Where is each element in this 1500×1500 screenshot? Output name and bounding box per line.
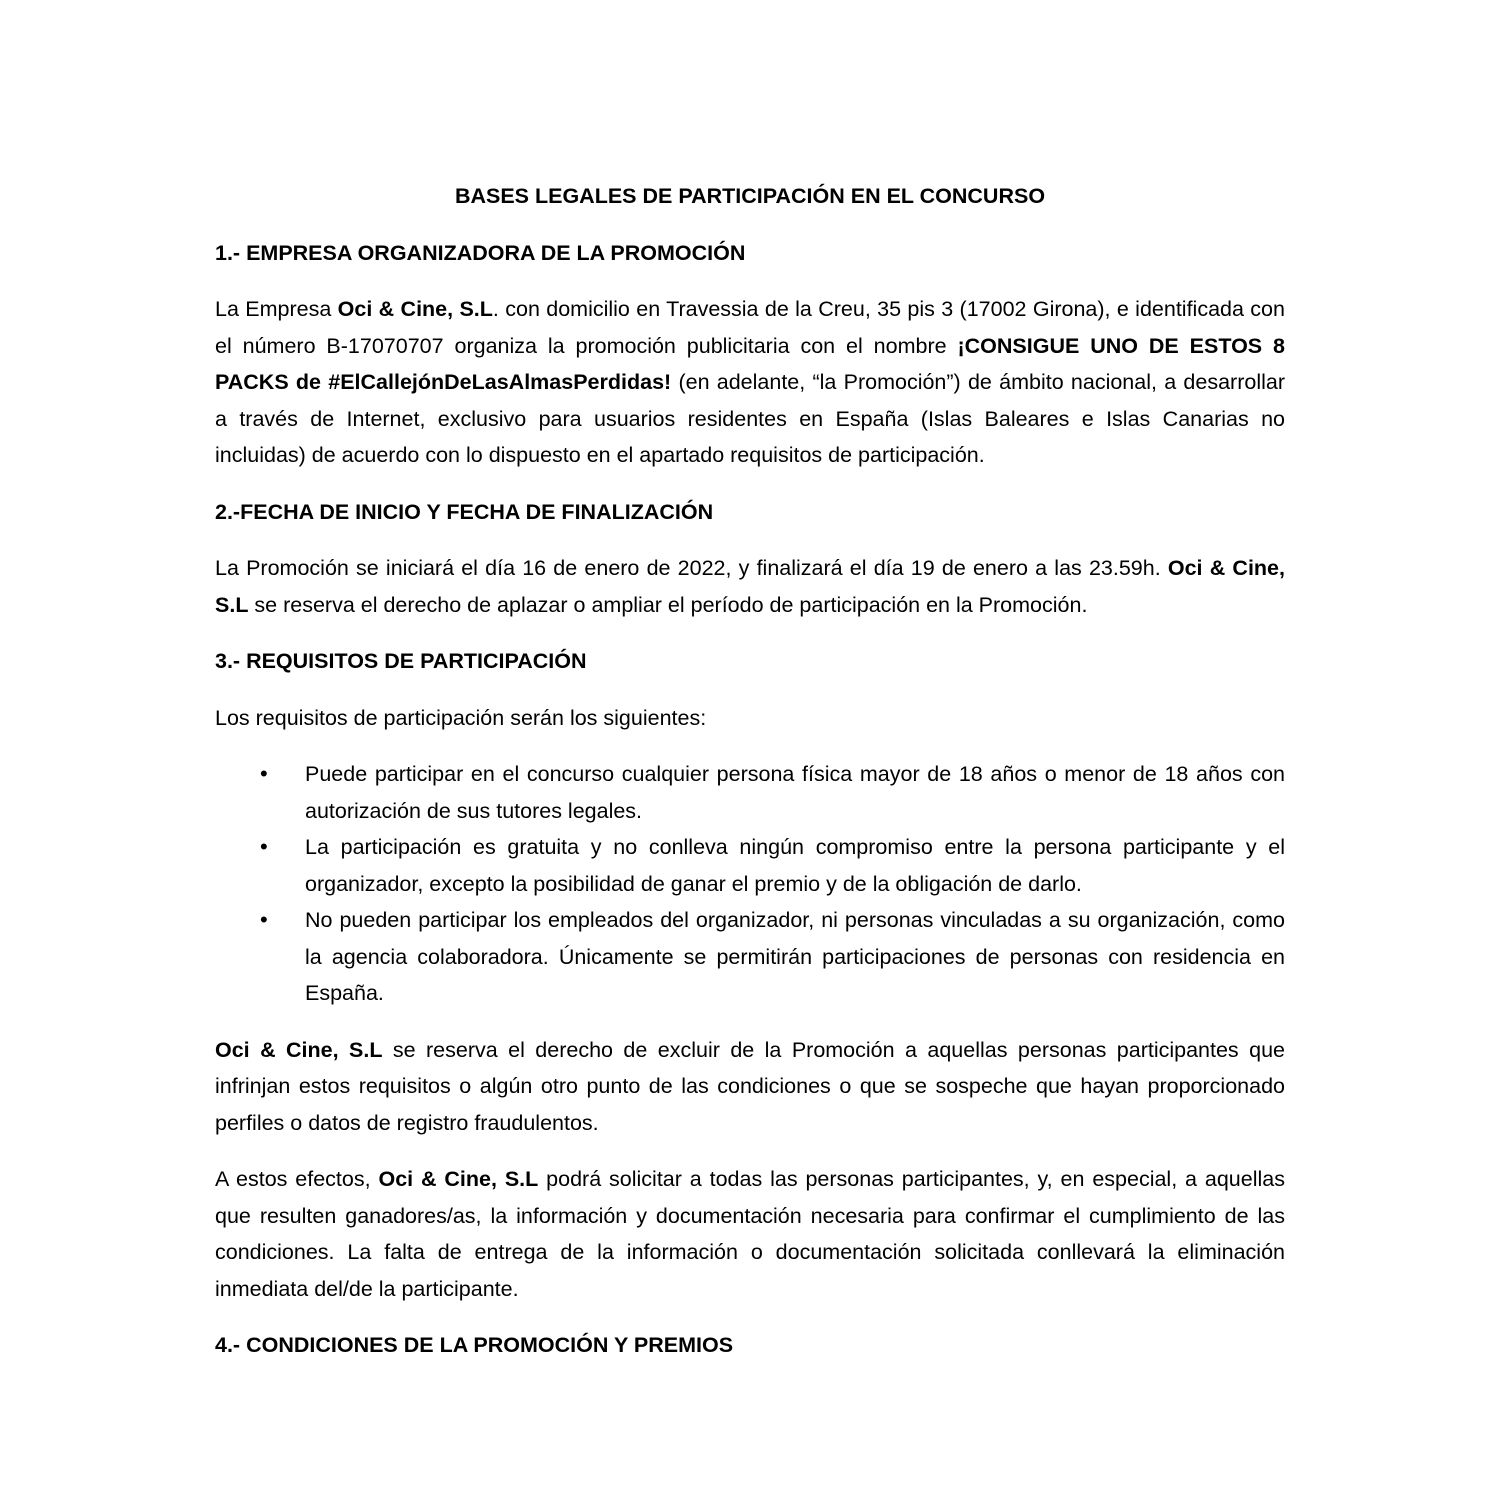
document-title: BASES LEGALES DE PARTICIPACIÓN EN EL CONCURSO	[454, 184, 1046, 208]
document-page	[215, 178, 1285, 1384]
text-run: se reserva el derecho de aplazar o ampliar el período de participación en la Promoción.	[248, 592, 1088, 617]
company-name: Oci & Cine, S.L	[378, 1167, 539, 1191]
section-3-paragraph-documentation	[215, 1161, 1285, 1307]
section-1-paragraph	[215, 291, 1285, 474]
company-name: Oci & Cine, S.L	[215, 556, 1285, 617]
text-run: A estos efectos,	[215, 1167, 379, 1191]
text-run: La Promoción se iniciará el día 16 de enero de 2022, y finalizará el día 19 de enero a las 23.59h.	[215, 556, 1168, 580]
text-run: podrá solicitar a todas las personas participantes, y, en especial, a aquellas que resulten ganadores/as, la información y documentación necesaria para confirmar el cumplimiento de las condiciones. La falta de entrega de la información o documentación solicitada conllevará la eliminación inmediata del/de la participante.	[215, 1167, 1285, 1301]
list-item: • No pueden participar los empleados del organizador, ni personas vinculadas a su organización, como la agencia colaboradora. Únicamente se permitirán participaciones de personas con residencia en España.	[305, 902, 1285, 1012]
section-3-heading: 3.- REQUISITOS DE PARTICIPACIÓN	[215, 649, 587, 673]
promotion-name: ¡CONSIGUE UNO DE ESTOS 8 PACKS de #ElCallejónDeLasAlmasPerdidas!	[215, 333, 1286, 394]
text-run: (en adelante, “la Promoción”) de ámbito nacional, a desarrollar a través de Internet, exclusivo para usuarios residentes en España (Islas Baleares e Islas Canarias no incluidas) de acuerdo con lo dispuesto en el apartado requisitos de participación.	[215, 370, 1285, 467]
section-3-intro: Los requisitos de participación serán los siguientes:	[215, 705, 707, 730]
text-run: La Empresa	[215, 297, 338, 321]
section-1-heading: 1.- EMPRESA ORGANIZADORA DE LA PROMOCIÓN	[215, 240, 746, 265]
section-4-heading: 4.- CONDICIONES DE LA PROMOCIÓN Y PREMIOS	[215, 1333, 734, 1357]
section-2-heading: 2.-FECHA DE INICIO Y FECHA DE FINALIZACIÓN	[215, 499, 714, 524]
company-name: Oci & Cine, S.L	[337, 297, 493, 321]
text-run: se reserva el derecho de excluir de la Promoción a aquellas personas participantes que infrinjan estos requisitos o algún otro punto de las condiciones o que se sospeche que hayan proporcionado perfiles o datos de registro fraudulentos.	[215, 1037, 1285, 1135]
section-3-paragraph-exclusion	[215, 1032, 1285, 1142]
list-item: • La participación es gratuita y no conlleva ningún compromiso entre la persona participante y el organizador, excepto la posibilidad de ganar el premio y de la obligación de darlo.	[305, 829, 1285, 902]
list-item: • Puede participar en el concurso cualquier persona física mayor de 18 años o menor de 18 años con autorización de sus tutores legales.	[305, 756, 1285, 829]
text-run: . con domicilio en Travessia de la Creu, 35 pis 3 (17002 Girona), e identificada con el número B-17070707 organiza la promoción publicitaria con el nombre	[215, 297, 1285, 358]
requirements-list	[215, 756, 1285, 1012]
company-name: Oci & Cine, S.L	[215, 1037, 383, 1062]
section-2-paragraph	[215, 550, 1285, 623]
